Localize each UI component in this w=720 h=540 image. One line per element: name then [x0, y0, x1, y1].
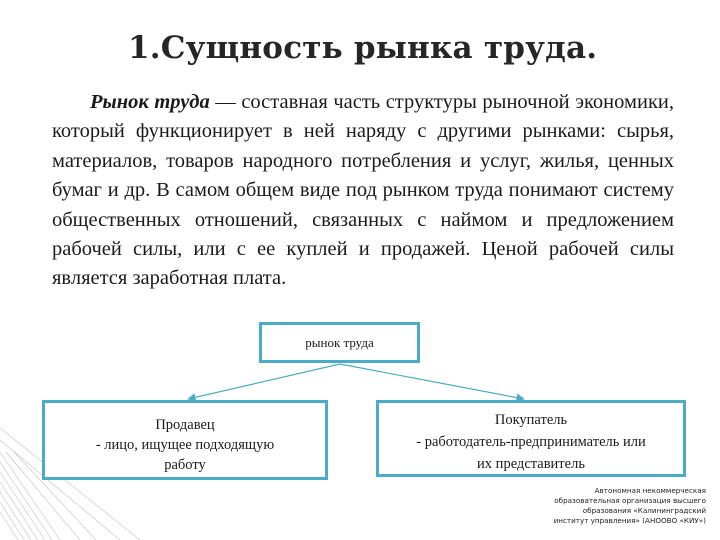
buyer-title: Покупатель [494, 412, 568, 428]
diagram-root-label: рынок труда [305, 335, 374, 350]
connector-to-seller [188, 364, 340, 399]
definition-text: — составная часть структуры рыночной экономики, который функционирует в ней наряду с другими рынками: сырья, материалов, товаров народного потребления и услуг, жилья, ценных бумаг и др. В самом общем виде под рынком труда понимают систему общественных отношений, связанных с наймом и предложением рабочей силы, или с ее куплей и продажей. Ценой рабочей силы является заработная плата. [52, 91, 675, 290]
connector-to-buyer [340, 364, 524, 399]
footer-line3: образования «Калининградский [582, 506, 706, 515]
seller-desc-line2: работу [164, 457, 206, 473]
buyer-desc-line2: их представитель [477, 456, 585, 472]
seller-title: Продавец [155, 417, 215, 433]
definition-paragraph [52, 88, 674, 294]
footer-line2: образовательная организация высшего [554, 496, 706, 505]
diagram-root-box [259, 322, 420, 363]
buyer-box [376, 400, 686, 477]
footer-line4: институт управления» (АНООВО «КИУ») [553, 516, 706, 525]
institution-footer [496, 486, 706, 526]
seller-desc-line1: - лицо, ищущее подходящую [95, 437, 275, 453]
seller-box [42, 400, 328, 480]
buyer-desc-line1: - работодатель-предприниматель или [416, 434, 646, 450]
term-label: Рынок труда [90, 91, 210, 113]
footer-line1: Автономная некоммерческая [594, 486, 706, 495]
page-title: 1.Сущность рынка труда. [128, 30, 598, 66]
